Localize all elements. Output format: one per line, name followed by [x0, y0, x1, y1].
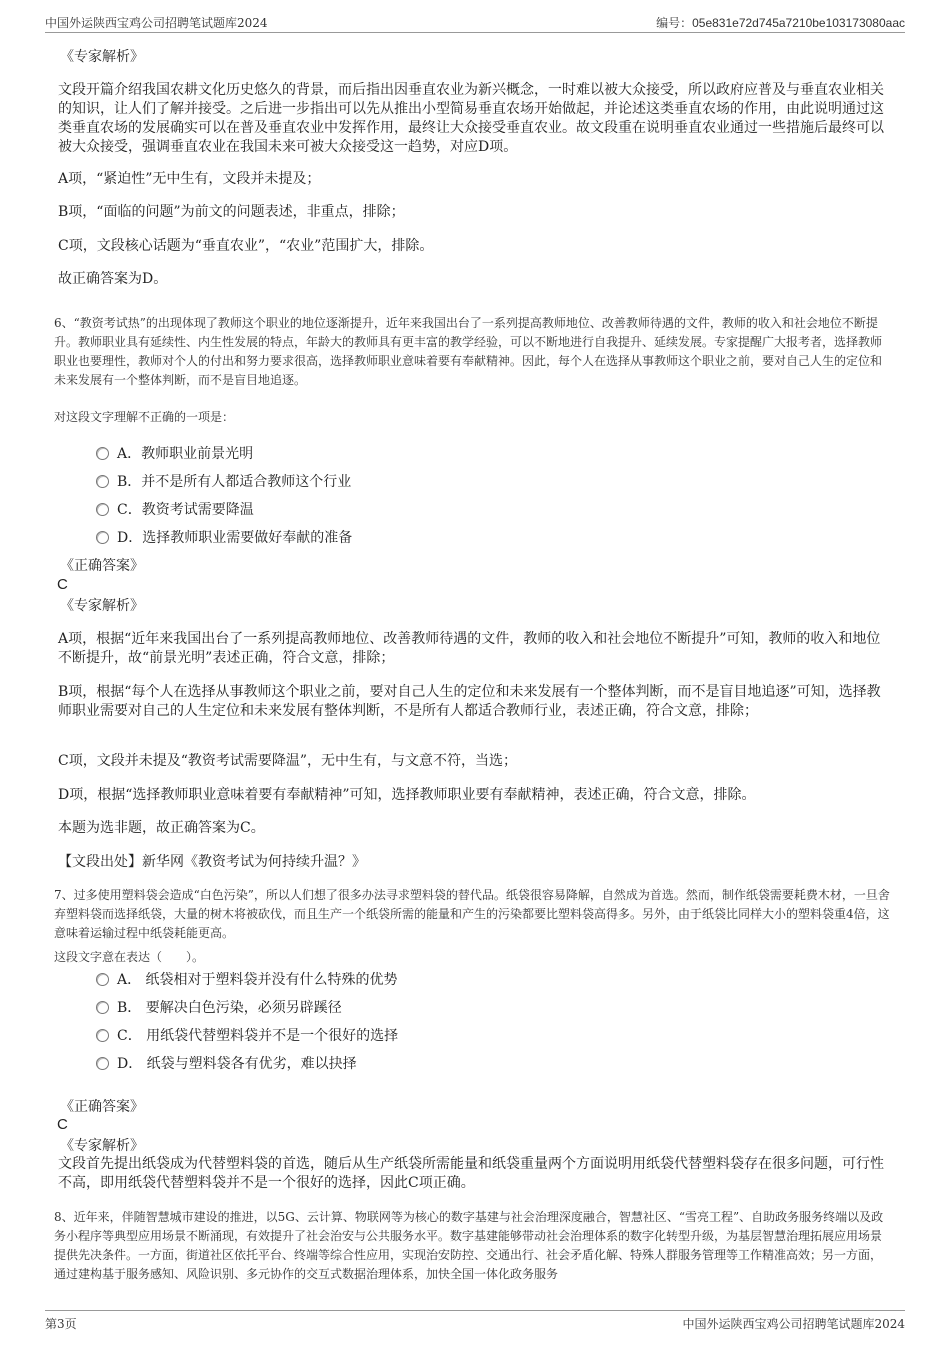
q7-stem: 7、过多使用塑料袋会造成“白色污染”，所以人们想了很多办法寻求塑料袋的替代品。纸袋很容易降解，自然成为首选。然而，制作纸袋需要耗费木材，一旦舍弃塑料袋而选择纸袋，大量的树木将被砍伐，而且生产一个纸袋所需的能量和产生的污染都要比塑料袋高得多。另外，由于纸袋比同样大小的塑料袋重4倍，这意味着运输过程中纸袋耗能更高。 [54, 888, 890, 940]
radio-icon[interactable] [96, 531, 109, 544]
q6-answer: C [57, 576, 68, 593]
page-number: 第3页 [45, 1317, 77, 1331]
q6-analysis-c: C项，文段并未提及“教资考试需要降温”，无中生有，与文意不符，当选； [58, 753, 518, 769]
q7-answer-label: 《正确答案》 [60, 1099, 144, 1115]
q6-option-a-text: A．教师职业前景光明 [117, 446, 254, 462]
q6-answer-label: 《正确答案》 [60, 558, 144, 574]
q7-option-d[interactable] [96, 1054, 357, 1074]
q6-option-c[interactable] [96, 500, 254, 520]
footer-title: 中国外运陕西宝鸡公司招聘笔试题库2024 [682, 1317, 905, 1331]
q7-option-d-text: D． 纸袋与塑料袋各有优劣，难以抉择 [117, 1056, 357, 1072]
q6-expert-label: 《专家解析》 [60, 598, 144, 614]
radio-icon[interactable] [96, 1029, 109, 1042]
q5-analysis: 文段开篇介绍我国农耕文化历史悠久的背景，而后指出因垂直农业为新兴概念，一时难以被大众接受，所以政府应普及与垂直农业相关的知识，让人们了解并接受。之后进一步指出可以先从推出小型简易垂直农场开始做起，并论述这类垂直农场的作用，由此说明通过这类垂直农场的发展确实可以在普及垂直农业中发挥作用，最终让大众接受垂直农业。故文段重在说明垂直农业通过一些措施后最终可以被大众接受，强调垂直农业在我国未来可被大众接受这一趋势，对应D项。 [58, 82, 884, 155]
q5-option-c-note: C项，文段核心话题为“垂直农业”，“农业”范围扩大，排除。 [58, 238, 434, 254]
q6-source: 【文段出处】新华网《教资考试为何持续升温？》 [58, 854, 366, 870]
radio-icon[interactable] [96, 973, 109, 986]
q6-option-a[interactable] [96, 444, 253, 464]
q7-option-a-text: A． 纸袋相对于塑料袋并没有什么特殊的优势 [117, 972, 398, 988]
radio-icon[interactable] [96, 475, 109, 488]
q7-question: 这段文字意在表达（ ）。 [54, 950, 205, 964]
radio-icon[interactable] [96, 503, 109, 516]
q6-analysis-d: D项，根据“选择教师职业意味着要有奉献精神”可知，选择教师职业要有奉献精神，表述正确，符合文意，排除。 [58, 787, 756, 803]
q7-analysis: 文段首先提出纸袋成为代替塑料袋的首选，随后从生产纸袋所需能量和纸袋重量两个方面说明用纸袋代替塑料袋存在很多问题，可行性不高，即用纸袋代替塑料袋并不是一个很好的选择，因此C项正确。 [58, 1156, 884, 1191]
q7-option-b[interactable] [96, 998, 342, 1018]
page-footer [45, 1310, 905, 1333]
q5-conclusion: 故正确答案为D。 [58, 271, 168, 287]
q7-expert-label: 《专家解析》 [60, 1138, 144, 1154]
page-header [45, 14, 905, 33]
header-title: 中国外运陕西宝鸡公司招聘笔试题库2024 [45, 16, 268, 30]
q5-expert-label: 《专家解析》 [60, 49, 144, 65]
q6-option-d-text: D．选择教师职业需要做好奉献的准备 [117, 530, 353, 546]
q6-option-b[interactable] [96, 472, 351, 492]
header-serial [656, 14, 905, 31]
q7-option-c-text: C． 用纸袋代替塑料袋并不是一个很好的选择 [117, 1028, 399, 1044]
q5-option-b-note: B项，“面临的问题”为前文的问题表述，非重点，排除； [58, 204, 405, 220]
q6-analysis-a: A项，根据“近年来我国出台了一系列提高教师地位、改善教师待遇的文件，教师的收入和社会地位不断提升”可知，教师的收入和地位不断提升，故“前景光明”表述正确，符合文意，排除； [58, 631, 881, 666]
q7-option-b-text: B． 要解决白色污染，必须另辟蹊径 [117, 1000, 342, 1016]
q7-answer: C [57, 1116, 68, 1133]
q7-option-a[interactable] [96, 970, 398, 990]
q6-option-d[interactable] [96, 528, 352, 548]
radio-icon[interactable] [96, 1001, 109, 1014]
q6-analysis-b: B项，根据“每个人在选择从事教师这个职业之前，要对自己人生的定位和未来发展有一个整体判断，而不是盲目地追逐”可知，选择教师职业需要对自己的人生定位和未来发展有整体判断，不是所有人都适合教师行业，表述正确，符合文意，排除； [58, 684, 881, 719]
radio-icon[interactable] [96, 1057, 109, 1070]
header-serial-label: 编号： [656, 16, 693, 30]
radio-icon[interactable] [96, 447, 109, 460]
q6-option-b-text: B．并不是所有人都适合教师这个行业 [117, 474, 352, 490]
q6-stem: 6、“教资考试热”的出现体现了教师这个职业的地位逐渐提升，近年来我国出台了一系列提高教师地位、改善教师待遇的文件，教师的收入和社会地位不断提升。教师职业具有延续性、内生性发展的特点，年龄大的教师具有更丰富的教学经验，可以不断地进行自我提升、延续发展。专家提醒广大报考者，选择教师职业也要理性，教师对个人的付出和努力要求很高，选择教师职业意味着要有奉献精神。因此，每个人在选择从事教师这个职业之前，要对自己人生的定位和未来发展有一个整体判断，而不是盲目地追逐。 [54, 316, 883, 387]
q5-option-a-note: A项，“紧迫性”无中生有，文段并未提及； [58, 171, 321, 187]
q6-question: 对这段文字理解不正确的一项是： [54, 410, 235, 424]
header-serial-code: 05e831e72d745a7210be103173080aac [692, 16, 905, 30]
q6-conclusion: 本题为选非题，故正确答案为C。 [58, 820, 265, 836]
q7-option-c[interactable] [96, 1026, 398, 1046]
q8-stem: 8、近年来，伴随智慧城市建设的推进，以5G、云计算、物联网等为核心的数字基建与社会治理深度融合，智慧社区、“雪亮工程”、自助政务服务终端以及政务小程序等典型应用场景不断涌现，有效提升了社会治安与公共服务水平。数字基建能够带动社会治理体系的数字化转型升级，为基层智慧治理拓展应用场景提供先决条件。一方面，街道社区依托平台、终端等综合性应用，实现治安防控、交通出行、社会矛盾化解、特殊人群服务管理等工作精准高效；另一方面，通过建构基于服务感知、风险识别、多元协作的交互式数据治理体系，加快全国一体化政务服务 [54, 1210, 884, 1281]
q6-option-c-text: C．教资考试需要降温 [117, 502, 254, 518]
